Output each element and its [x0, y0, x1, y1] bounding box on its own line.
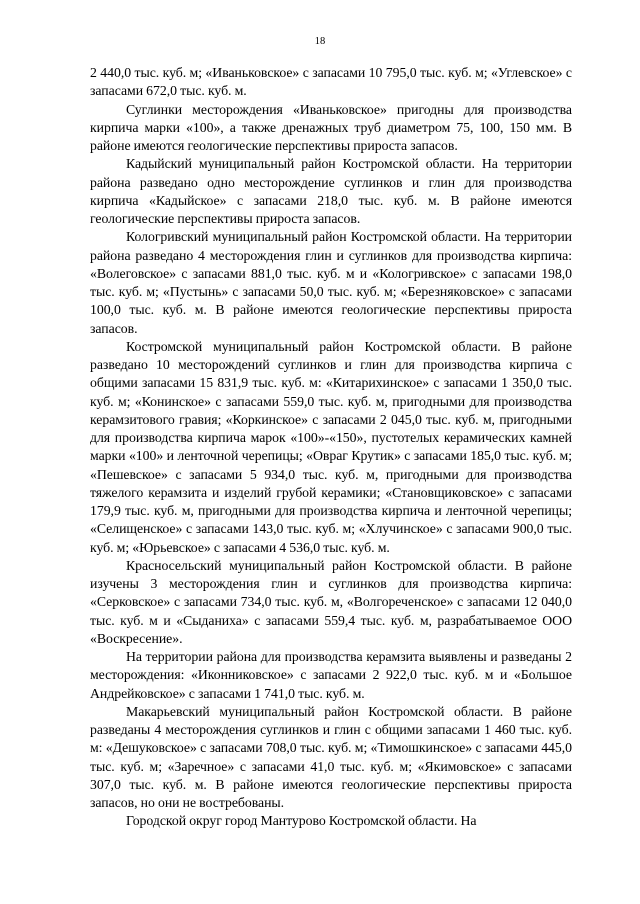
paragraph-kologrivsky-district: Кологривский муниципальный район Костромской области. На территории района разведано 4 месторождения глин и суглинков для производства кирпича: «Волеговское» с запасами 881,0 тыс. куб. м и «Кологривское» с запасами 198,0 тыс. куб. м; «Пустынь» с запасами 50,0 тыс. куб. м; «Березняковское» с запасами 100,0 тыс. куб. м. В районе имеются геологические перспективы прироста запасов.: [90, 229, 572, 336]
page-number: 18: [314, 36, 326, 47]
paragraph-kadyisky-district: Кадыйский муниципальный район Костромской области. На территории района разведано одно месторождение суглинков и глин для производства кирпича «Кадыйское» с запасами 218,0 тыс. куб. м. В районе имеются геологические перспективы прироста запасов.: [90, 156, 572, 226]
paragraph-makaryevsky-district: Макарьевский муниципальный район Костромской области. В районе разведаны 4 месторождения суглинков и глин с общими запасами 1 460 тыс. куб. м: «Дешуковское» с запасами 708,0 тыс. куб. м; «Тимошкинское» с запасами 445,0 тыс. куб. м; «Заречное» с запасами 41,0 тыс. куб. м; «Якимовское» с запасами 307,0 тыс. куб. м. В районе имеются геологические перспективы прироста запасов, но они не востребованы.: [90, 703, 572, 810]
document-body: [90, 64, 572, 831]
paragraph-krasnoselsky-district: Красносельский муниципальный район Костромской области. В районе изучены 3 месторождения глин и суглинков для производства кирпича: «Серковское» с запасами 734,0 тыс. куб. м, «Волгореченское» с запасами 12 040,0 тыс. куб. м и «Сыданиха» с запасами 559,4 тыс. куб. м, разрабатываемое ООО «Воскресение».: [90, 557, 572, 646]
paragraph-kostromskoy-district: Костромской муниципальный район Костромской области. В районе разведано 10 месторождений суглинков и глин для производства кирпича с общими запасами 15 831,9 тыс. куб. м: «Китарихинское» с запасами 1 350,0 тыс. куб. м; «Конинское» с запасами 559,0 тыс. куб. м, пригодными для производства керамзитового гравия; «Коркинское» с запасами 2 045,0 тыс. куб. м, пригодными для производства кирпича марок «100»-«150», пустотелых керамических камней марки «100» и ленточной черепицы; «Овраг Крутик» с запасами 185,0 тыс. куб. м; «Пешевское» с запасами 5 934,0 тыс. куб. м, пригодными для производства тяжелого керамзита и изделий грубой керамики; «Становщиковское» с запасами 179,9 тыс. куб. м, пригодными для производства кирпича и ленточной черепицы; «Селищенское» с запасами 143,0 тыс. куб. м; «Хлучинское» с запасами 900,0 тыс. куб. м; «Юрьевское» с запасами 4 536,0 тыс. куб. м.: [90, 338, 572, 555]
paragraph-manturovo: Городской округ город Мантурово Костромской области. На: [126, 813, 477, 829]
paragraph-continuation: 2 440,0 тыс. куб. м; «Иваньковское» с запасами 10 795,0 тыс. куб. м; «Углевское» с запасами 672,0 тыс. куб. м.: [90, 65, 572, 99]
paragraph-keramzit-deposits: На территории района для производства керамзита выявлены и разведаны 2 месторождения: «Иконниковское» с запасами 2 922,0 тыс. куб. м и «Большое Андрейковское» с запасами 1 741,0 тыс. куб. м.: [90, 649, 572, 701]
paragraph-ivankovskoe-loams: Суглинки месторождения «Иваньковское» пригодны для производства кирпича марки «100», а также дренажных труб диаметром 75, 100, 150 мм. В районе имеются геологические перспективы прироста запасов.: [90, 101, 572, 153]
